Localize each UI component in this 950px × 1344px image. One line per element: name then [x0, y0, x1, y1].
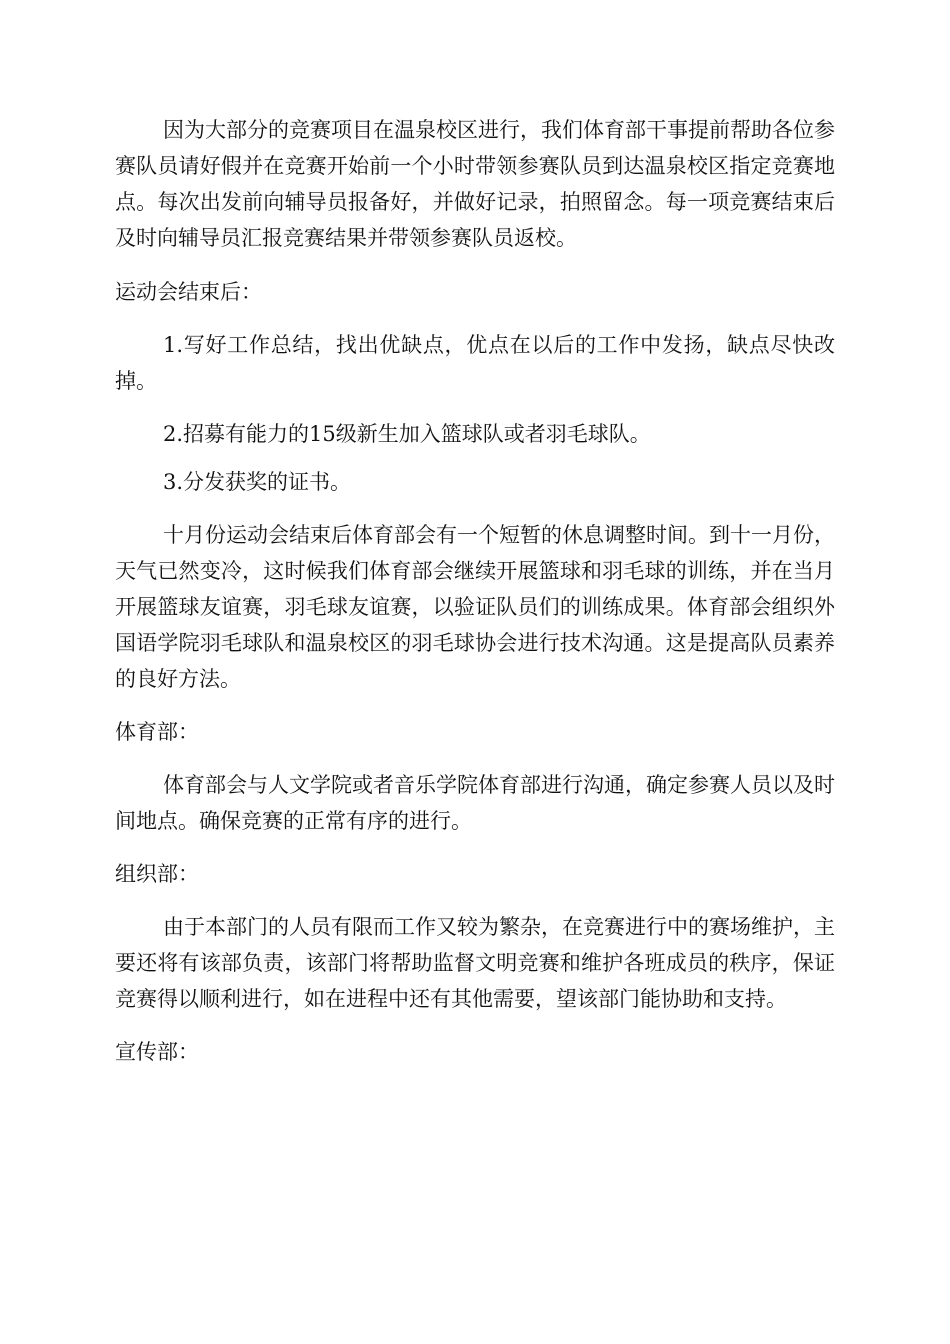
paragraph-sports-department: 体育部会与人文学院或者音乐学院体育部进行沟通，确定参赛人员以及时间地点。确保竞赛的正常有序的进行。	[115, 773, 835, 833]
document-page	[115, 112, 835, 1070]
paragraph-organization-department: 由于本部门的人员有限而工作又较为繁杂，在竞赛进行中的赛场维护，主要还将有该部负责，该部门将帮助监督文明竞赛和维护各班成员的秩序，保证竞赛得以顺利进行，如在进程中还有其他需要，望该部门能协助和支持。	[115, 915, 835, 1011]
heading-after-sports-meet: 运动会结束后：	[115, 280, 262, 304]
paragraph-november-training: 十月份运动会结束后体育部会有一个短暂的休息调整时间。到十一月份，天气已然变冷，这时候我们体育部会继续开展篮球和羽毛球的训练，并在当月开展篮球友谊赛，羽毛球友谊赛，以验证队员们的训练成果。体育部会组织外国语学院羽毛球队和温泉校区的羽毛球协会进行技术沟通。这是提高队员素养的良好方法。	[115, 523, 835, 691]
paragraph-competition-logistics: 因为大部分的竞赛项目在温泉校区进行，我们体育部干事提前帮助各位参赛队员请好假并在竞赛开始前一个小时带领参赛队员到达温泉校区指定竞赛地点。每次出发前向辅导员报备好，并做好记录，拍照留念。每一项竞赛结束后及时向辅导员汇报竞赛结果并带领参赛队员返校。	[115, 118, 835, 250]
heading-publicity-department: 宣传部：	[115, 1040, 199, 1064]
heading-sports-department: 体育部：	[115, 720, 199, 744]
list-item-recruit-freshmen: 2.招募有能力的15级新生加入篮球队或者羽毛球队。	[163, 422, 651, 446]
heading-organization-department: 组织部：	[115, 862, 199, 886]
list-item-distribute-certificates: 3.分发获奖的证书。	[163, 470, 352, 494]
list-item-work-summary: 1.写好工作总结，找出优缺点，优点在以后的工作中发扬，缺点尽快改掉。	[115, 333, 835, 393]
